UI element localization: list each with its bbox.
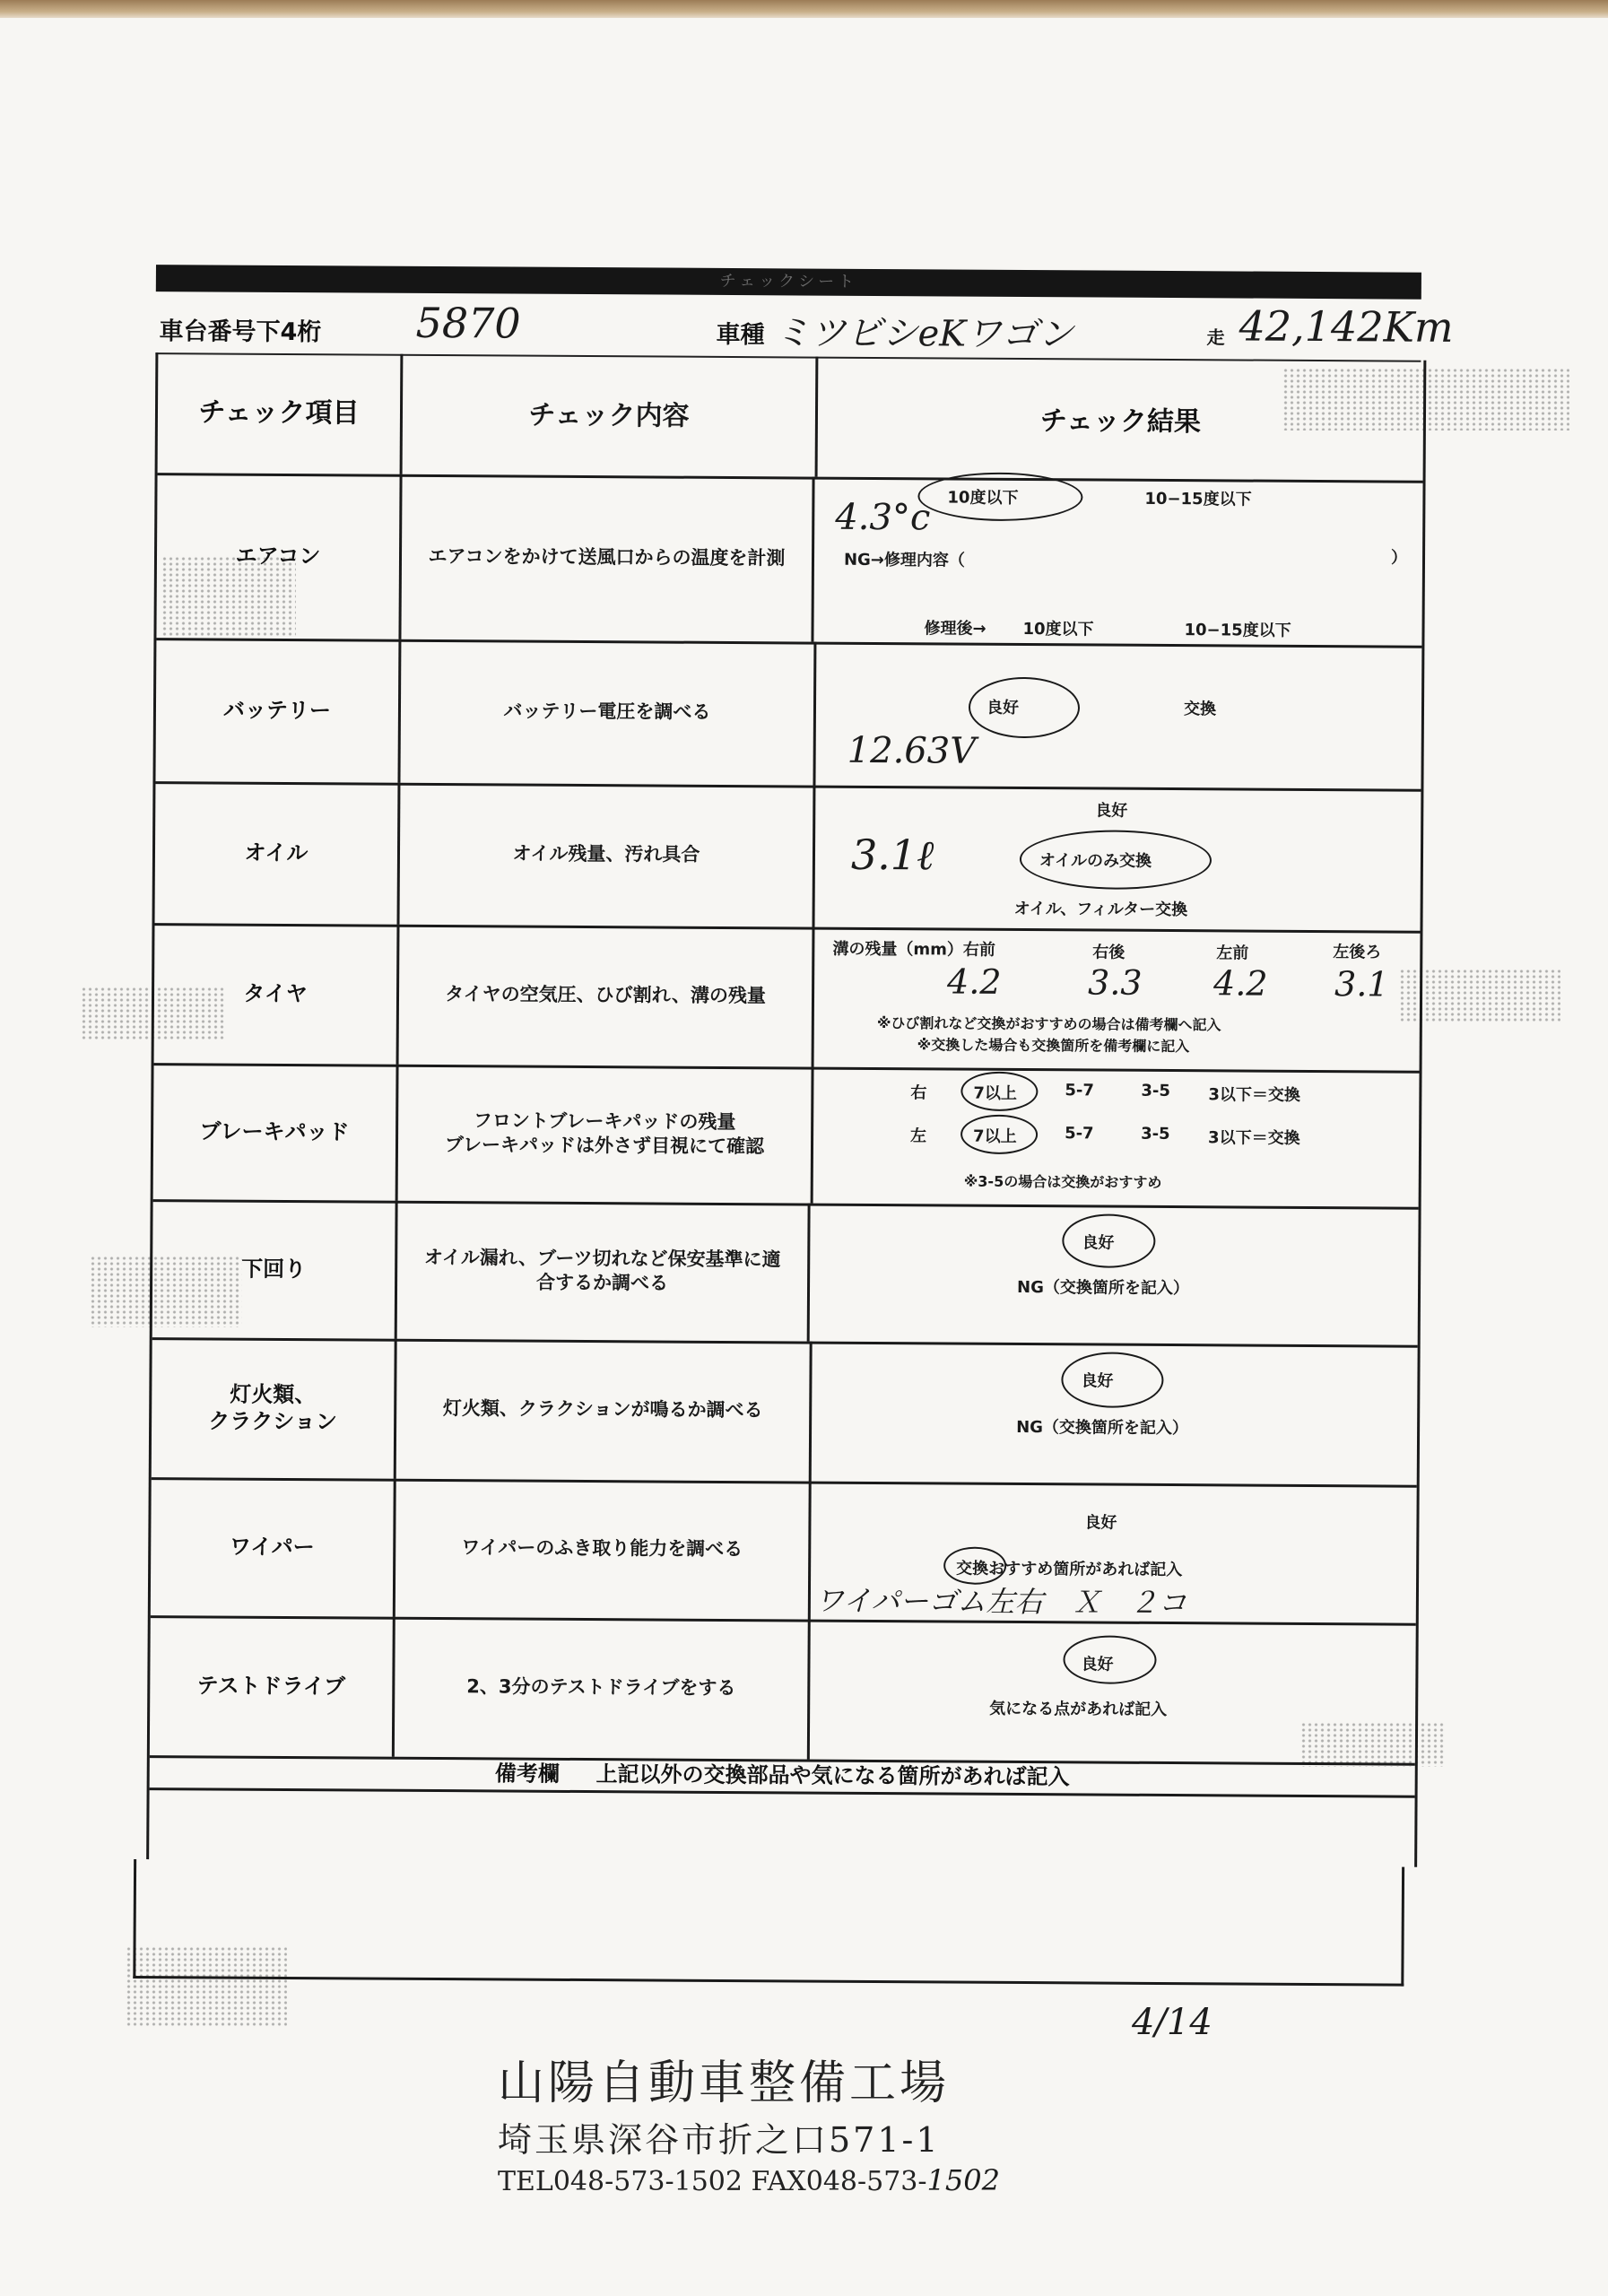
- brake-left-opt1: 7以上: [973, 1126, 1017, 1146]
- row-aircon: [156, 473, 1422, 648]
- wiper-written-note: ワイパーゴム左右 Ｘ ２コ: [814, 1583, 1187, 1621]
- company-name: 山陽自動車整備工場: [498, 2057, 951, 2110]
- table-header-row: [158, 352, 1424, 483]
- brake-right-circle: [960, 1072, 1038, 1112]
- aircon-measured: 4.3°c: [835, 496, 931, 539]
- result-lights: [812, 1342, 1418, 1485]
- column-header-item: チェック項目: [158, 352, 404, 474]
- aircon-opt-10: 10度以下: [947, 488, 1019, 508]
- remarks-label: 備考欄: [494, 1761, 560, 1787]
- row-oil: [154, 781, 1421, 934]
- test-good: 良好: [1081, 1655, 1114, 1674]
- brake-left-circle: [960, 1115, 1038, 1155]
- vehicle-number-value: 5870: [415, 298, 521, 348]
- brake-right-opt3: 3-5: [1141, 1081, 1170, 1101]
- battery-selection-circle: [969, 677, 1080, 739]
- row-tire: [154, 923, 1421, 1074]
- tire-rf-value: 4.2: [946, 961, 1002, 1002]
- aircon-opt-10-15: 10−15度以下: [1144, 489, 1252, 509]
- result-under: [813, 1204, 1419, 1345]
- content-battery: バッテリー電圧を調べる: [400, 639, 816, 786]
- company-fax-handwritten: 1502: [926, 2163, 1000, 2197]
- column-header-result-cell: [818, 357, 1424, 481]
- aircon-ng: NG→修理内容（: [843, 550, 965, 570]
- tire-note-1: ※ひび割れなど交換がおすすめの場合は備考欄へ記入: [876, 1014, 1221, 1034]
- row-battery: [155, 638, 1421, 792]
- model-value: ミツビシeKワゴン: [774, 312, 1074, 356]
- battery-measured: 12.63V: [847, 729, 977, 772]
- lights-ng: NG（交換箇所を記入）: [1016, 1417, 1189, 1439]
- sheet-header: [155, 291, 1454, 362]
- tire-rr-label: 右後: [1092, 943, 1126, 962]
- company-phone: [498, 2163, 1000, 2197]
- battery-good: 良好: [986, 698, 1020, 718]
- under-good: 良好: [1082, 1233, 1115, 1253]
- content-brake: フロントブレーキパッドの残量 ブレーキパッドは外さず目視にて確認: [398, 1065, 814, 1204]
- oil-only-exchange: オイルのみ交換: [1039, 851, 1152, 871]
- test-note: 気になる点があれば記入: [989, 1699, 1168, 1720]
- model-label: 車種: [716, 320, 765, 350]
- brake-right-opt1: 7以上: [973, 1083, 1017, 1103]
- remarks-instruction: 上記以外の交換部品や気になる箇所があれば記入: [595, 1761, 1070, 1790]
- brake-left-opt3: 3-5: [1141, 1124, 1170, 1144]
- content-under: オイル漏れ、ブーツ切れなど保安基準に適合するか調べる: [397, 1201, 811, 1342]
- item-wiper: ワイパー: [151, 1477, 396, 1617]
- result-battery: [815, 642, 1421, 789]
- brake-right-label: 右: [910, 1083, 927, 1103]
- desk-edge: [0, 0, 1608, 20]
- oil-measured: 3.1ℓ: [850, 830, 934, 880]
- remarks-header: [150, 1755, 1415, 1798]
- tire-lf-label: 左前: [1216, 944, 1249, 963]
- row-wiper: [151, 1477, 1417, 1626]
- content-wiper: ワイパーのふき取り能力を調べる: [395, 1479, 812, 1620]
- tire-depth-label: 溝の残量（mm）右前: [832, 939, 995, 960]
- vehicle-number-label: 車台番号下4桁: [159, 317, 322, 347]
- item-battery: バッテリー: [155, 638, 401, 783]
- brake-right-opt4: 3以下＝交換: [1208, 1085, 1300, 1105]
- under-ng: NG（交換箇所を記入）: [1016, 1277, 1189, 1299]
- content-tire: タイヤの空気圧、ひび割れ、溝の残量: [399, 925, 815, 1067]
- aircon-ng-close: ）: [1390, 548, 1408, 568]
- brake-left-opt4: 3以下＝交換: [1208, 1128, 1300, 1148]
- test-selection-circle: [1063, 1635, 1156, 1684]
- wiper-good: 良好: [1084, 1513, 1117, 1533]
- tire-note-2: ※交換した場合も交換箇所を備考欄に記入: [917, 1036, 1190, 1056]
- tire-lr-label: 左後ろ: [1333, 943, 1382, 962]
- content-oil: オイル残量、汚れ具合: [400, 783, 816, 927]
- item-aircon: エアコン: [156, 473, 402, 639]
- check-sheet: [133, 265, 1454, 2004]
- content-lights: 灯火類、クラクションが鳴るか調べる: [396, 1339, 813, 1482]
- column-header-content: チェック内容: [403, 354, 819, 477]
- under-selection-circle: [1062, 1213, 1155, 1268]
- battery-exchange: 交換: [1183, 700, 1217, 719]
- oil-good: 良好: [1095, 801, 1128, 821]
- result-wiper: [811, 1482, 1417, 1623]
- result-tire: [814, 927, 1421, 1071]
- brake-note: ※3-5の場合は交換がおすすめ: [963, 1172, 1162, 1191]
- aircon-after-10: 10度以下: [1022, 619, 1094, 639]
- row-test-drive: [150, 1615, 1416, 1766]
- item-brake: ブレーキパッド: [153, 1063, 399, 1201]
- item-test-drive: テストドライブ: [150, 1615, 395, 1757]
- inspection-table: [146, 352, 1426, 1867]
- brake-left-label: 左: [910, 1126, 927, 1146]
- content-aircon: エアコンをかけて送風口からの温度を計測: [401, 474, 814, 642]
- tire-lf-value: 4.2: [1213, 963, 1268, 1004]
- sheet-title: チェックシート: [156, 265, 1421, 300]
- item-under: 下回り: [152, 1199, 398, 1339]
- wiper-exchange: 交換おすすめ箇所があれば記入: [956, 1559, 1183, 1580]
- result-test-drive: [810, 1620, 1416, 1763]
- item-tire: タイヤ: [154, 923, 400, 1065]
- result-aircon: [816, 477, 1422, 646]
- row-brake: [153, 1063, 1420, 1210]
- item-lights: 灯火類、 クラクション: [152, 1337, 397, 1479]
- oil-filter-exchange: オイル、フィルター交換: [1013, 899, 1188, 920]
- remarks-section: [149, 1755, 1415, 1867]
- brake-left-opt2: 5-7: [1065, 1124, 1094, 1144]
- row-under: [152, 1199, 1419, 1348]
- aircon-after-10-15: 10−15度以下: [1184, 621, 1291, 640]
- result-oil: [815, 786, 1421, 931]
- result-brake: [813, 1067, 1420, 1207]
- company-tel-fax: TEL048-573-1502 FAX048-573-: [498, 2166, 927, 2197]
- tire-lr-value: 3.1: [1334, 964, 1389, 1004]
- oil-selection-circle: [1020, 830, 1212, 890]
- aircon-selection-circle: [917, 472, 1082, 521]
- brake-right-opt2: 5-7: [1065, 1081, 1094, 1100]
- item-oil: オイル: [155, 781, 401, 925]
- lights-selection-circle: [1061, 1352, 1163, 1408]
- lights-good: 良好: [1081, 1371, 1114, 1391]
- aircon-after-label: 修理後→: [924, 619, 987, 639]
- mileage-value: 42,142Km: [1239, 301, 1454, 352]
- column-header-result: チェック結果: [1039, 405, 1202, 439]
- tire-rr-value: 3.3: [1087, 962, 1143, 1003]
- content-test-drive: 2、3分のテストドライブをする: [395, 1617, 811, 1760]
- scan-noise: [1399, 969, 1560, 1022]
- handwritten-date: 4/14: [1132, 2002, 1213, 2043]
- row-lights: [152, 1337, 1418, 1488]
- mileage-label: 走: [1206, 326, 1225, 349]
- remarks-box: [133, 1859, 1404, 1987]
- company-address: 埼玉県深谷市折之口571-1: [498, 2120, 941, 2160]
